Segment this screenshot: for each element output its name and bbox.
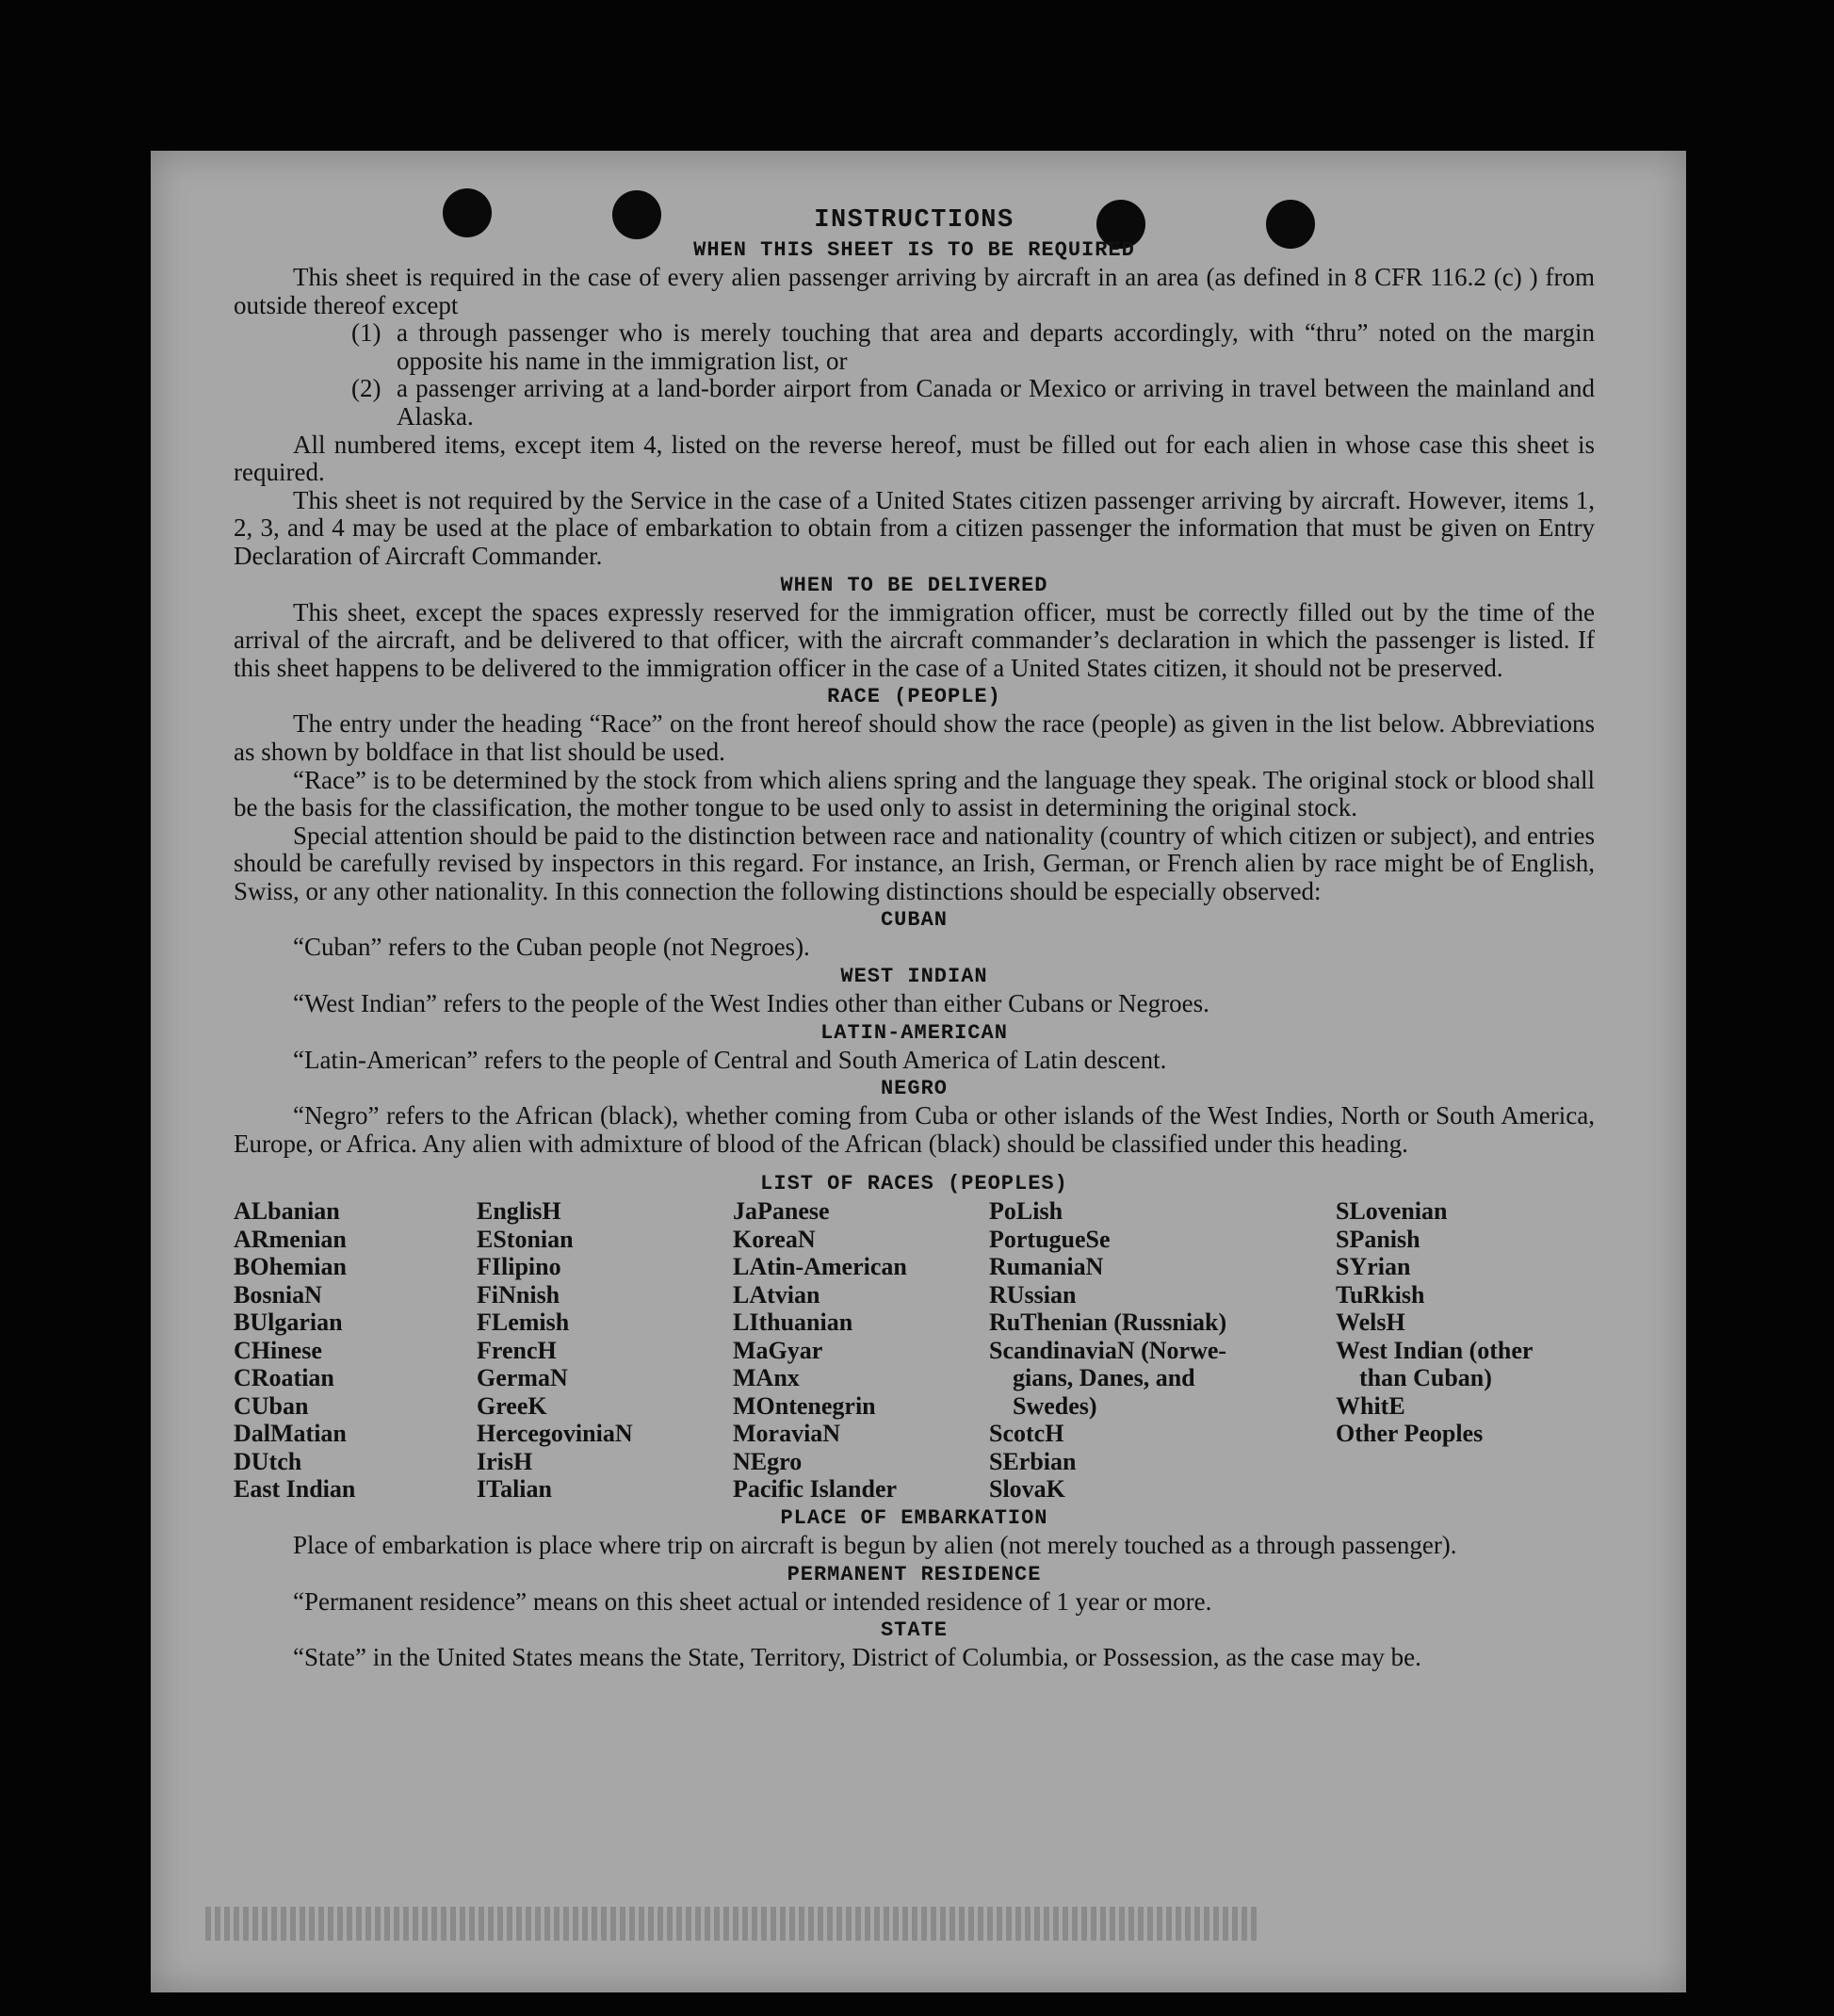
race-column xyxy=(733,1197,989,1504)
section-heading: WHEN THIS SHEET IS TO BE REQUIRED xyxy=(693,238,1135,262)
instructions-content xyxy=(234,205,1595,1672)
race-entry: SYrian xyxy=(1336,1253,1411,1281)
race-entry: FIlipino xyxy=(477,1253,561,1281)
page-title: INSTRUCTIONS xyxy=(814,206,1014,235)
race-entry: EnglisH xyxy=(477,1197,561,1226)
race-list xyxy=(234,1197,1595,1504)
section-heading: LIST OF RACES (PEOPLES) xyxy=(760,1172,1068,1196)
race-entry: PortugueSe xyxy=(989,1225,1111,1253)
race-entry: CUban xyxy=(234,1391,309,1420)
race-entry: IrisH xyxy=(477,1447,533,1475)
race-entry: GreeK xyxy=(477,1391,547,1420)
race-entry: LAtin-American xyxy=(733,1253,907,1281)
race-entry: FrencH xyxy=(477,1336,557,1364)
race-entry: FLemish xyxy=(477,1309,570,1337)
section-heading: PLACE OF EMBARKATION xyxy=(780,1505,1048,1530)
race-entry: ARmenian xyxy=(234,1225,347,1253)
paragraph: “West Indian” refers to the people of the West Indies other than either Cubans or Negroes. xyxy=(293,989,1209,1018)
race-entry: FiNnish xyxy=(477,1280,560,1309)
race-entry: East Indian xyxy=(234,1475,356,1504)
race-entry: WelsH xyxy=(1336,1309,1405,1337)
race-entry: GermaN xyxy=(477,1364,568,1392)
race-entry: Other Peoples xyxy=(1336,1420,1484,1448)
paragraph: The entry under the heading “Race” on the front hereof should show the race (people) as given in the list below. Abbreviations as shown by boldface in that list should be used. xyxy=(234,709,1595,766)
paragraph: “Permanent residence” means on this sheet actual or intended residence of 1 year or more. xyxy=(293,1586,1212,1616)
race-entry: MoraviaN xyxy=(733,1420,841,1448)
race-entry: NEgro xyxy=(733,1447,803,1475)
race-column xyxy=(1336,1197,1595,1504)
race-entry: JaPanese xyxy=(733,1197,830,1226)
race-entry: ScandinaviaN (Norwe- xyxy=(989,1336,1227,1364)
race-entry: RumaniaN xyxy=(989,1253,1104,1281)
race-entry: RuThenian (Russniak) xyxy=(989,1309,1227,1337)
race-entry: KoreaN xyxy=(733,1225,816,1253)
faded-footer-print xyxy=(205,1907,1260,1941)
item-text: a passenger arriving at a land-border airport from Canada or Mexico or arriving in travel between the mainland and Alaska. xyxy=(397,374,1595,431)
race-entry: RUssian xyxy=(989,1280,1077,1309)
race-entry: SLovenian xyxy=(1336,1197,1448,1226)
paragraph: “Negro” refers to the African (black), whether coming from Cuba or other islands of the West Indies, North or South America, Europe, or Africa. Any alien with admixture of blood of the African (black) should be classified under this heading. xyxy=(234,1101,1595,1158)
paragraph: All numbered items, except item 4, listed on the reverse hereof, must be filled out for each alien in whose case this sheet is required. xyxy=(234,430,1595,487)
section-heading: STATE xyxy=(880,1618,948,1643)
race-entry: ScotcH xyxy=(989,1420,1064,1448)
race-entry: CHinese xyxy=(234,1336,322,1364)
item-text: a through passenger who is merely touching that area and departs accordingly, with “thru” noted on the margin opposite his name in the immigration list, or xyxy=(397,318,1595,375)
race-entry: ALbanian xyxy=(234,1197,340,1226)
race-entry: LIthuanian xyxy=(733,1309,853,1337)
race-entry: BUlgarian xyxy=(234,1309,343,1337)
race-entry-continued: than Cuban) xyxy=(1359,1364,1492,1392)
race-entry: MOntenegrin xyxy=(733,1391,876,1420)
race-entry: HercegoviniaN xyxy=(477,1420,633,1448)
race-entry: SPanish xyxy=(1336,1225,1420,1253)
section-heading: LATIN-AMERICAN xyxy=(820,1020,1008,1045)
document-sheet xyxy=(151,151,1686,1992)
paragraph: “Race” is to be determined by the stock from which aliens spring and the language they speak. The original stock or blood shall be the basis for the classification, the mother tongue to be used only to assist in determining the original stock. xyxy=(234,765,1595,822)
race-entry: TuRkish xyxy=(1336,1280,1425,1309)
race-entry: MaGyar xyxy=(733,1336,823,1364)
paragraph: “Cuban” refers to the Cuban people (not Negroes). xyxy=(293,933,810,962)
race-entry: PoLish xyxy=(989,1197,1063,1226)
section-heading: WEST INDIAN xyxy=(840,965,988,989)
paragraph: Special attention should be paid to the distinction between race and nationality (country of which citizen or subject), and entries should be carefully revised by inspectors in this regard. For instance, an Irish, German, or French alien by race might be of English, Swiss, or any other nationality. In this connection the following distinctions should be especially observed: xyxy=(234,821,1595,905)
race-entry: West Indian (other xyxy=(1336,1336,1534,1364)
race-entry: Pacific Islander xyxy=(733,1475,898,1504)
list-item xyxy=(351,375,1595,431)
paragraph: “State” in the United States means the State, Territory, District of Columbia, or Possession, as the case may be. xyxy=(293,1643,1421,1672)
paragraph: This sheet is not required by the Service in the case of a United States citizen passenger arriving by aircraft. However, items 1, 2, 3, and 4 may be used at the place of embarkation to obtain from a citizen passenger the information that must be given on Entry Declaration of Aircraft Commander. xyxy=(234,485,1595,570)
paragraph: “Latin-American” refers to the people of Central and South America of Latin descent. xyxy=(293,1045,1167,1074)
race-entry: WhitE xyxy=(1336,1391,1405,1420)
race-entry: EStonian xyxy=(477,1225,574,1253)
paragraph: Place of embarkation is place where trip on aircraft is begun by alien (not merely touched as a through passenger). xyxy=(293,1530,1457,1559)
race-entry: DUtch xyxy=(234,1447,302,1475)
item-number: (1) xyxy=(351,318,381,348)
race-entry: ITalian xyxy=(477,1475,552,1504)
section-heading: RACE (PEOPLE) xyxy=(827,685,1001,709)
paragraph: This sheet, except the spaces expressly reserved for the immigration officer, must be correctly filled out by the time of the arrival of the aircraft, and be delivered to that officer, with the aircraft commander’s declaration in which the passenger is listed. If this sheet happens to be delivered to the immigration officer in the case of a United States citizen, it should not be preserved. xyxy=(234,597,1595,682)
race-entry: BOhemian xyxy=(234,1253,347,1281)
race-entry: SlovaK xyxy=(989,1475,1065,1504)
race-entry: LAtvian xyxy=(733,1280,820,1309)
race-entry: SErbian xyxy=(989,1447,1077,1475)
race-column xyxy=(234,1197,477,1504)
race-entry: BosniaN xyxy=(234,1280,322,1309)
race-column xyxy=(989,1197,1336,1504)
section-heading: CUBAN xyxy=(880,908,948,933)
paragraph: This sheet is required in the case of every alien passenger arriving by aircraft in an area (as defined in 8 CFR 116.2 (c) ) from outside thereof except xyxy=(234,263,1595,319)
race-column xyxy=(477,1197,733,1504)
race-entry: MAnx xyxy=(733,1364,800,1392)
section-heading: WHEN TO BE DELIVERED xyxy=(780,573,1048,597)
section-heading: PERMANENT RESIDENCE xyxy=(787,1562,1042,1586)
exception-list xyxy=(351,319,1595,431)
race-entry: CRoatian xyxy=(234,1364,334,1392)
race-entry: DalMatian xyxy=(234,1420,347,1448)
race-entry-continued: Swedes) xyxy=(1013,1391,1097,1420)
section-heading: NEGRO xyxy=(880,1077,948,1101)
item-number: (2) xyxy=(351,374,381,403)
race-entry-continued: gians, Danes, and xyxy=(1013,1364,1195,1392)
list-item xyxy=(351,319,1595,375)
